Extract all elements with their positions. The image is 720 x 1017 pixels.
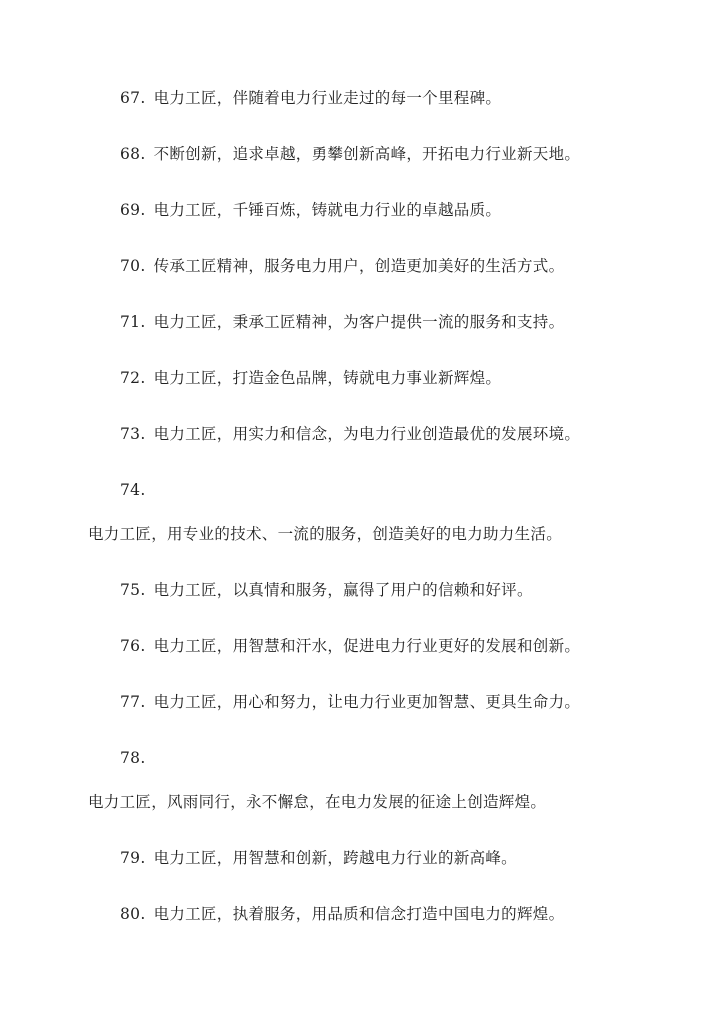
- item-number: 75.: [120, 581, 146, 599]
- list-item: [120, 312, 564, 332]
- item-number: 73.: [120, 425, 146, 443]
- item-number: 76.: [120, 637, 146, 655]
- item-number: 80.: [120, 905, 146, 923]
- item-number: 70.: [120, 257, 146, 275]
- list-item: [120, 88, 501, 108]
- list-item: [120, 848, 517, 868]
- item-text: 电力工匠，用心和努力，让电力行业更加智慧、更具生命力。: [153, 693, 581, 711]
- list-item: [120, 368, 501, 388]
- item-text: 传承工匠精神，服务电力用户，创造更加美好的生活方式。: [153, 257, 565, 275]
- list-item: [120, 200, 501, 220]
- item-number: 77.: [120, 693, 146, 711]
- item-number: 79.: [120, 849, 146, 867]
- list-item: [120, 580, 533, 600]
- item-text: 电力工匠，风雨同行，永不懈怠，在电力发展的征途上创造辉煌。: [88, 793, 547, 811]
- item-number: 71.: [120, 313, 146, 331]
- item-text: 电力工匠，执着服务，用品质和信念打造中国电力的辉煌。: [153, 905, 565, 923]
- item-number: 74.: [120, 481, 146, 499]
- list-item: [120, 424, 580, 444]
- list-item: [120, 256, 564, 276]
- item-text: 不断创新，追求卓越，勇攀创新高峰，开拓电力行业新天地。: [153, 145, 581, 163]
- list-item: [120, 904, 564, 924]
- item-number: 72.: [120, 369, 146, 387]
- item-number: 68.: [120, 145, 146, 163]
- item-number: 78.: [120, 749, 146, 767]
- item-text: 电力工匠，打造金色品牌，铸就电力事业新辉煌。: [153, 369, 502, 387]
- item-text: 电力工匠，用专业的技术、一流的服务，创造美好的电力助力生活。: [88, 525, 563, 543]
- list-item: [120, 144, 580, 164]
- item-number: 69.: [120, 201, 146, 219]
- list-item: [120, 692, 580, 712]
- item-text: 电力工匠，用智慧和汗水，促进电力行业更好的发展和创新。: [153, 637, 581, 655]
- item-text: 电力工匠，伴随着电力行业走过的每一个里程碑。: [153, 89, 502, 107]
- item-text: 电力工匠，以真情和服务，赢得了用户的信赖和好评。: [153, 581, 533, 599]
- item-number: 67.: [120, 89, 146, 107]
- list-item: [120, 636, 580, 656]
- item-text: 电力工匠，千锤百炼，铸就电力行业的卓越品质。: [153, 201, 502, 219]
- item-text: 电力工匠，用智慧和创新，跨越电力行业的新高峰。: [153, 849, 517, 867]
- item-text: 电力工匠，秉承工匠精神，为客户提供一流的服务和支持。: [153, 313, 565, 331]
- item-text: 电力工匠，用实力和信念，为电力行业创造最优的发展环境。: [153, 425, 581, 443]
